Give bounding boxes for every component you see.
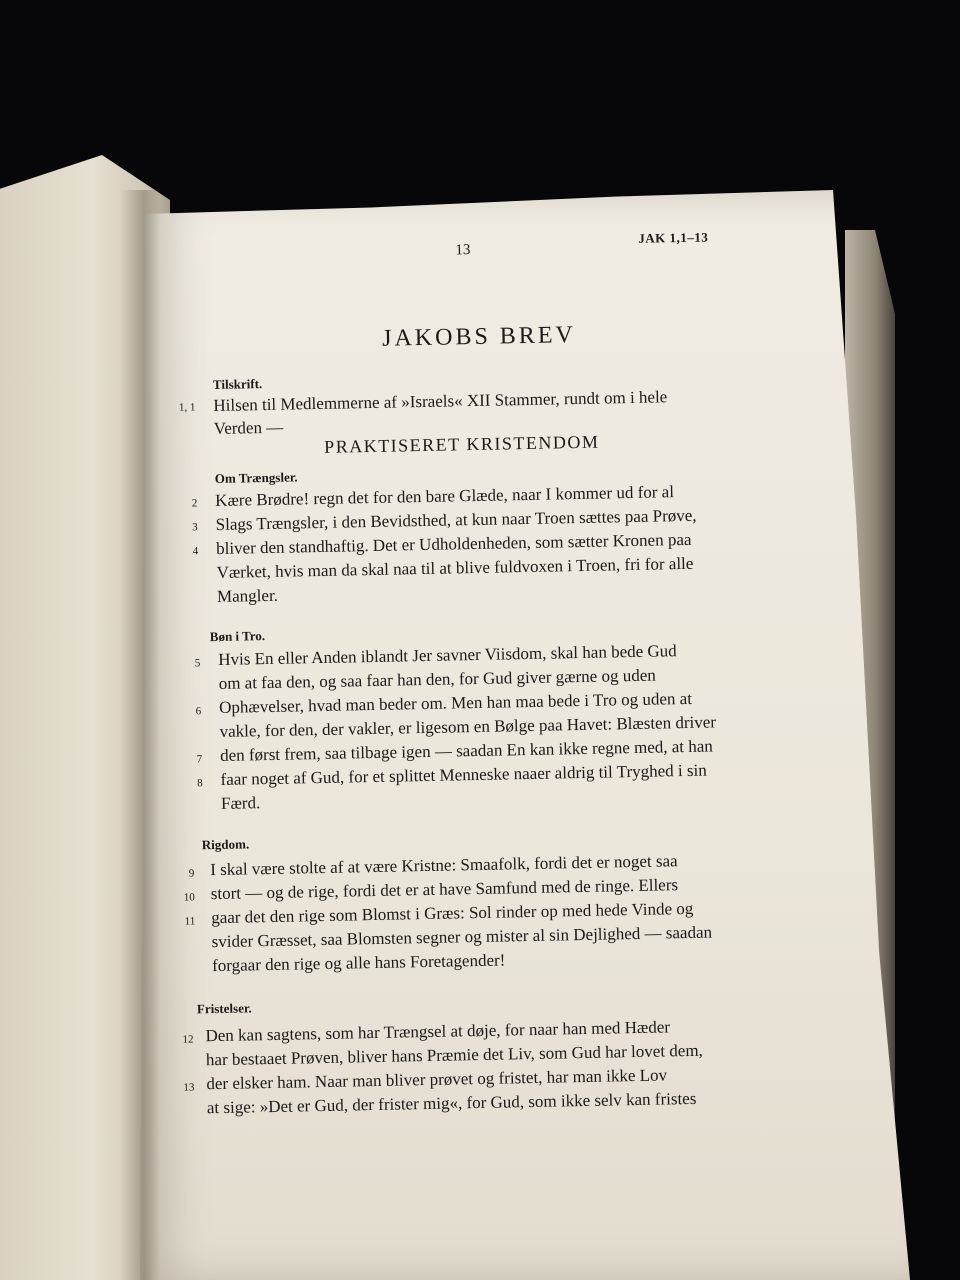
verse-number: 8 — [197, 777, 203, 790]
text-line: svider Græsset, saa Blomsten segner og mister al sin Dejlighed — saadan — [211, 922, 713, 952]
text-line: gaar det den rige som Blomst i Græs: Sol rinder op med hede Vinde og — [211, 898, 694, 928]
verse-number — [166, 424, 196, 425]
section-heading: Rigdom. — [201, 836, 250, 853]
text-line: Hvis En eller Anden iblandt Jer savner Viisdom, skal han bede Gud — [218, 641, 677, 669]
text-line: har bestaaet Prøven, bliver hans Præmie det Liv, som Gud har lovet dem, — [205, 1040, 704, 1070]
running-head: JAK 1,1–13 — [638, 229, 709, 246]
verse-number: 13 — [183, 1081, 195, 1094]
text-line: Verden — — [213, 417, 284, 439]
verse-number — [173, 801, 203, 802]
page-number: 13 — [455, 242, 471, 259]
verse-number: 10 — [183, 891, 195, 904]
text-line: faar noget af Gud, for et splittet Menneske naaer aldrig til Tryghed i sin — [220, 760, 707, 789]
text-line: I skal være stolte af at være Kristne: Smaafolk, fordi det er noget saa — [210, 851, 678, 880]
verse-number: 4 — [192, 545, 199, 558]
verse-number — [172, 729, 202, 730]
text-line: vakle, for den, der vakler, er ligesom en Bølge paa Havet: Blæsten driver — [219, 712, 717, 741]
text-line: Færd. — [220, 793, 261, 813]
section-heading: Bøn i Tro. — [209, 628, 266, 645]
section-heading: Fristelser. — [196, 1000, 252, 1017]
text-line: forgaar den rige og alle hans Foretagender! — [211, 950, 506, 976]
verse-number — [169, 569, 199, 570]
text-line: Mangler. — [216, 585, 279, 606]
verse-number — [171, 681, 201, 682]
verse-number: 3 — [192, 521, 198, 534]
page-text — [160, 218, 816, 1118]
text-line: Ophævelser, hvad man beder om. Men han maa bede i Tro og uden at — [218, 688, 693, 717]
text-line: stort — og de rige, fordi det er at have Samfund med de ringe. Ellers — [210, 875, 679, 904]
text-line: der elsker ham. Naar man bliver prøvet og fristet, har man ikke Lov — [206, 1065, 668, 1094]
text-line: Hilsen til Medlemmerne af »Israels« XII Stammer, rundt om i hele — [213, 387, 668, 416]
text-line: Kære Brødre! regn det for den bare Glæde, naar I kommer ud for al — [215, 482, 675, 510]
text-line: Værket, hvis man da skal naa til at blive fuldvoxen i Troen, fri for alle — [216, 553, 694, 582]
text-line: den først frem, saa tilbage igen — saadan En kan ikke regne med, at han — [219, 736, 714, 765]
text-line: om at faa den, og saa faar han den, for Gud giver gærne og uden — [218, 665, 656, 693]
text-line: Den kan sagtens, som har Trængsel at døje, for naar han med Hæder — [205, 1017, 671, 1046]
text-line: Slags Trængsler, i den Bevidsthed, at kun naar Troen sættes paa Prøve, — [215, 505, 697, 534]
verse-number: 7 — [196, 753, 203, 766]
section-title: PRAKTISERET KRISTENDOM — [324, 431, 600, 457]
verse-number: 9 — [188, 867, 195, 880]
book-gutter-shadow — [120, 190, 160, 1280]
verse-number: 1, 1 — [178, 401, 196, 414]
verse-number: 11 — [184, 915, 196, 928]
text-line: at sige: »Det er Gud, der frister mig«, for Gud, som ikke selv kan fristes — [206, 1088, 697, 1118]
verse-number: 5 — [194, 657, 201, 670]
verse-number: 2 — [191, 497, 198, 510]
verse-number — [169, 593, 199, 594]
verse-number: 12 — [182, 1033, 194, 1046]
section-heading: Om Trængsler. — [214, 469, 298, 486]
book-title: JAKOBS BREV — [381, 322, 577, 352]
text-line: bliver den standhaftig. Det er Udholdenheden, som sætter Kronen paa — [215, 529, 692, 558]
section-heading: Tilskrift. — [212, 376, 263, 393]
verse-number: 6 — [195, 705, 202, 718]
